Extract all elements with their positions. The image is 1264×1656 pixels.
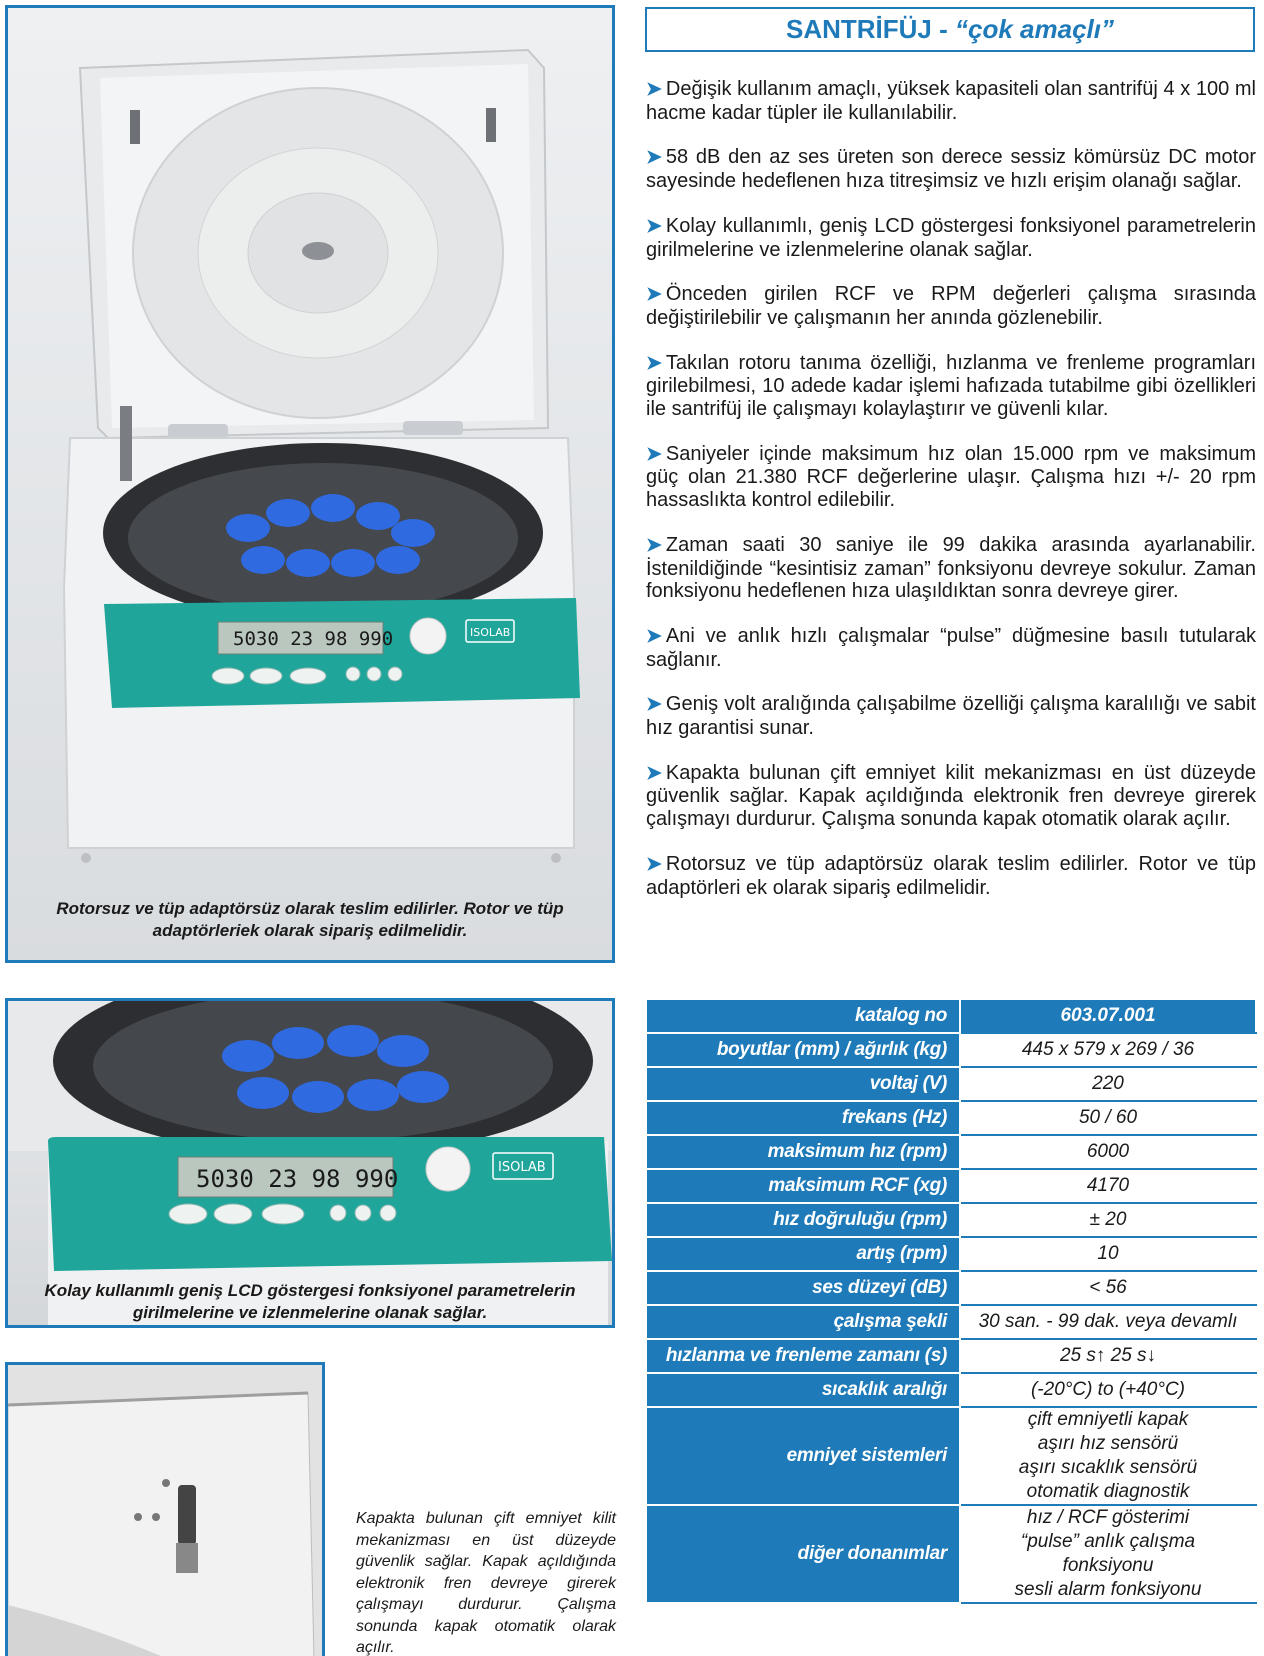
spec-label: maksimum hız (rpm) — [646, 1135, 960, 1169]
centrifuge-illustration — [8, 8, 612, 960]
arrow-right-icon: ➤ — [646, 352, 662, 374]
spec-label: katalog no — [646, 999, 960, 1033]
spec-row — [646, 1407, 1256, 1505]
spec-label: sıcaklık aralığı — [646, 1373, 960, 1407]
spec-value — [960, 1305, 1256, 1339]
spec-value-line: 50 / 60 — [1078, 1107, 1138, 1128]
photo-control-panel — [5, 998, 615, 1328]
spec-value — [960, 1033, 1256, 1067]
spec-label: maksimum RCF (xg) — [646, 1169, 960, 1203]
spec-row — [646, 1339, 1256, 1373]
spec-row — [646, 1101, 1256, 1135]
spec-value — [960, 1101, 1256, 1135]
feature-item: ➤ Zaman saati 30 saniye ile 99 dakika arasında ayarlanabilir. İstenildiğinde “kesintisiz zaman” fonksiyonu devreye sokulur. Zaman fonksiyonu hedeflenen hıza ulaşıldıktan sonra devreye girer. — [646, 533, 1256, 603]
spec-label: artış (rpm) — [646, 1237, 960, 1271]
control-panel-illustration — [8, 1001, 612, 1325]
spec-value — [960, 1373, 1256, 1407]
spec-value — [960, 1135, 1256, 1169]
spec-value — [960, 1505, 1256, 1603]
spec-value-line: ± 20 — [1089, 1209, 1127, 1230]
feature-list — [646, 78, 1256, 921]
caption-photo-3: Kapakta bulunan çift emniyet kilit mekanizması en üst düzeyde güvenlik sağlar. Kapak açıldığında elektronik fren devreye girerek çalışmayı durdurur. Çalışma sonunda kapak otomatik olarak açılır. — [356, 1510, 616, 1656]
feature-item: ➤ Kolay kullanımlı, geniş LCD göstergesi fonksiyonel parametrelerin girilmelerine ve izlenmelerine olanak sağlar. — [646, 214, 1256, 261]
feature-item: ➤ 58 dB den az ses üreten son derece sessiz kömürsüz DC motor sayesinde hedeflenen hıza titreşimsiz ve hızlı erişim olanağı sağlar. — [646, 146, 1256, 193]
caption-photo-1: Rotorsuz ve tüp adaptörsüz olarak teslim edilirler. Rotor ve tüp adaptörleriek olarak sipariş edilmelidir. — [56, 899, 564, 940]
lcd-readout-1: 5030 23 98 990 — [233, 628, 394, 650]
arrow-right-icon: ➤ — [646, 215, 662, 237]
photo-lid-lock — [5, 1362, 325, 1656]
spec-table — [645, 998, 1257, 1604]
spec-value-line: aşırı hız sensörü — [1037, 1433, 1179, 1454]
spec-value — [960, 1237, 1256, 1271]
spec-row — [646, 1271, 1256, 1305]
spec-value — [960, 1067, 1256, 1101]
spec-row — [646, 1237, 1256, 1271]
spec-value-line: sesli alarm fonksiyonu — [1014, 1579, 1202, 1600]
feature-item: ➤ Takılan rotoru tanıma özelliği, hızlanma ve frenleme programları girilebilmesi, 10 adede kadar işlemi hafızada tutabilme gibi özellikleri ile santrifüj ile çalışmayı kolaylaştırır ve güvenli kılar. — [646, 351, 1256, 421]
brand-logo-2: ISOLAB — [498, 1160, 546, 1175]
lid-lock-illustration — [8, 1365, 322, 1656]
spec-label: hızlanma ve frenleme zamanı (s) — [646, 1339, 960, 1373]
arrow-right-icon: ➤ — [646, 625, 662, 647]
spec-label: frekans (Hz) — [646, 1101, 960, 1135]
spec-row — [646, 1033, 1256, 1067]
feature-item: ➤ Değişik kullanım amaçlı, yüksek kapasiteli olan santrifüj 4 x 100 ml hacme kadar tüpler ile kullanılabilir. — [646, 78, 1256, 124]
spec-row — [646, 1067, 1256, 1101]
spec-label: diğer donanımlar — [646, 1505, 960, 1603]
spec-label: voltaj (V) — [646, 1067, 960, 1101]
caption-photo-2: Kolay kullanımlı geniş LCD göstergesi fonksiyonel parametrelerin girilmelerine ve izlenmelerine olanak sağlar. — [44, 1281, 576, 1322]
title-main: SANTRİFÜJ - — [786, 14, 955, 44]
title-sub: “çok amaçlı” — [955, 14, 1114, 44]
spec-value-line: 445 x 579 x 269 / 36 — [1021, 1039, 1195, 1060]
spec-value-line: 603.07.001 — [1060, 1005, 1156, 1026]
spec-value-line: “pulse” anlık çalışma fonksiyonu — [1020, 1531, 1196, 1576]
spec-row — [646, 1203, 1256, 1237]
spec-value-line: 4170 — [1086, 1175, 1130, 1196]
feature-item: ➤ Geniş volt aralığında çalışabilme özelliği çalışma karalılığı ve sabit hız garantisi sunar. — [646, 693, 1256, 740]
spec-label: boyutlar (mm) / ağırlık (kg) — [646, 1033, 960, 1067]
spec-value-line: < 56 — [1089, 1277, 1127, 1298]
spec-value-line: 30 san. - 99 dak. veya devamlı — [978, 1311, 1238, 1332]
spec-value-line: (-20°C) to (+40°C) — [1030, 1379, 1186, 1400]
arrow-right-icon: ➤ — [646, 762, 662, 784]
spec-row — [646, 999, 1256, 1033]
spec-row — [646, 1135, 1256, 1169]
spec-value-line: 10 — [1097, 1243, 1119, 1264]
spec-value-line: 25 s↑ 25 s↓ — [1059, 1345, 1157, 1366]
spec-value-line: 220 — [1092, 1073, 1124, 1094]
feature-item: ➤ Saniyeler içinde maksimum hız olan 15.000 rpm ve maksimum güç olan 21.380 RCF değerlerine ulaşır. Çalışma hızı +/- 20 rpm hassaslıkta kontrol edilebilir. — [646, 442, 1256, 512]
lcd-readout-2: 5030 23 98 990 — [196, 1165, 399, 1193]
spec-value-line: çift emniyetli kapak — [1027, 1409, 1189, 1430]
feature-item: ➤ Kapakta bulunan çift emniyet kilit mekanizması en üst düzeyde güvenlik sağlar. Kapak açıldığında elektronik fren devreye girerek çalışmayı durdurur. Çalışma sonunda kapak otomatik olarak açılır. — [646, 761, 1256, 831]
spec-label: ses düzeyi (dB) — [646, 1271, 960, 1305]
spec-row — [646, 1305, 1256, 1339]
arrow-right-icon: ➤ — [646, 79, 662, 100]
spec-label: emniyet sistemleri — [646, 1407, 960, 1505]
spec-value — [960, 999, 1256, 1033]
spec-value — [960, 1339, 1256, 1373]
arrow-right-icon: ➤ — [646, 534, 662, 556]
spec-value-line: otomatik diagnostik — [1026, 1481, 1190, 1502]
arrow-right-icon: ➤ — [646, 694, 662, 716]
arrow-right-icon: ➤ — [646, 147, 662, 169]
spec-label: hız doğruluğu (rpm) — [646, 1203, 960, 1237]
spec-label: çalışma şekli — [646, 1305, 960, 1339]
spec-value — [960, 1271, 1256, 1305]
page-title — [645, 7, 1255, 52]
spec-row — [646, 1505, 1256, 1603]
spec-row — [646, 1169, 1256, 1203]
feature-item: ➤ Önceden girilen RCF ve RPM değerleri çalışma sırasında değiştirilebilir ve çalışmanın her anında gözlenebilir. — [646, 283, 1256, 329]
spec-value-line: 6000 — [1086, 1141, 1130, 1162]
arrow-right-icon: ➤ — [646, 443, 662, 465]
photo-centrifuge-open — [5, 5, 615, 963]
spec-value — [960, 1169, 1256, 1203]
arrow-right-icon: ➤ — [646, 853, 662, 875]
spec-value-line: hız / RCF gösterimi — [1026, 1507, 1190, 1528]
arrow-right-icon: ➤ — [646, 284, 662, 306]
brand-logo-1: ISOLAB — [470, 626, 511, 639]
spec-value — [960, 1407, 1256, 1505]
spec-value — [960, 1203, 1256, 1237]
spec-value-line: aşırı sıcaklık sensörü — [1018, 1457, 1198, 1478]
feature-item: ➤ Ani ve anlık hızlı çalışmalar “pulse” düğmesine basılı tutularak sağlanır. — [646, 624, 1256, 671]
spec-row — [646, 1373, 1256, 1407]
feature-item: ➤ Rotorsuz ve tüp adaptörsüz olarak teslim edilirler. Rotor ve tüp adaptörleri ek olarak sipariş edilmelidir. — [646, 852, 1256, 899]
